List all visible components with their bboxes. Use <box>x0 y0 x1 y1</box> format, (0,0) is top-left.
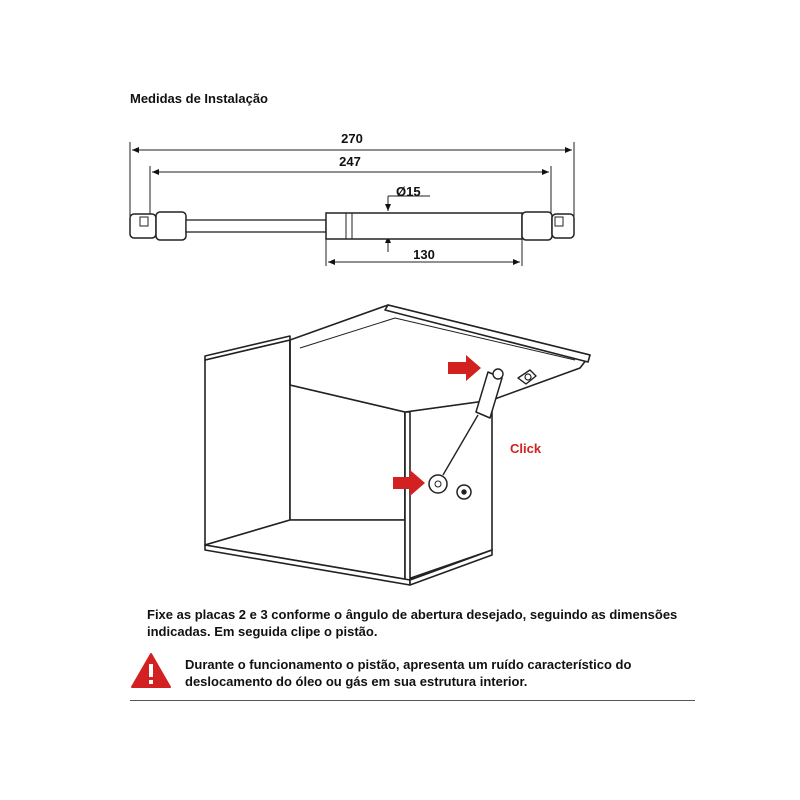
dimension-cylinder-label: 130 <box>413 247 435 262</box>
diameter-label: Ø15 <box>396 184 421 199</box>
instruction-text: Fixe as placas 2 e 3 conforme o ângulo de abertura desejado, seguindo as dimensões indicadas. Em seguida clipe o pistão. <box>147 607 678 639</box>
warning-icon <box>130 652 172 690</box>
dimension-total-label: 270 <box>341 131 363 146</box>
dimension-drawing <box>130 131 574 266</box>
section-heading: Medidas de Instalação <box>130 91 268 106</box>
click-label: Click <box>510 441 542 456</box>
divider <box>130 700 695 701</box>
dimension-center-label: 247 <box>339 154 361 169</box>
warning-text: Durante o funcionamento o pistão, apresenta um ruído característico do deslocamento do óleo ou gás em sua estrutura interior. <box>185 657 632 689</box>
gas-spring-drawing <box>130 212 574 240</box>
